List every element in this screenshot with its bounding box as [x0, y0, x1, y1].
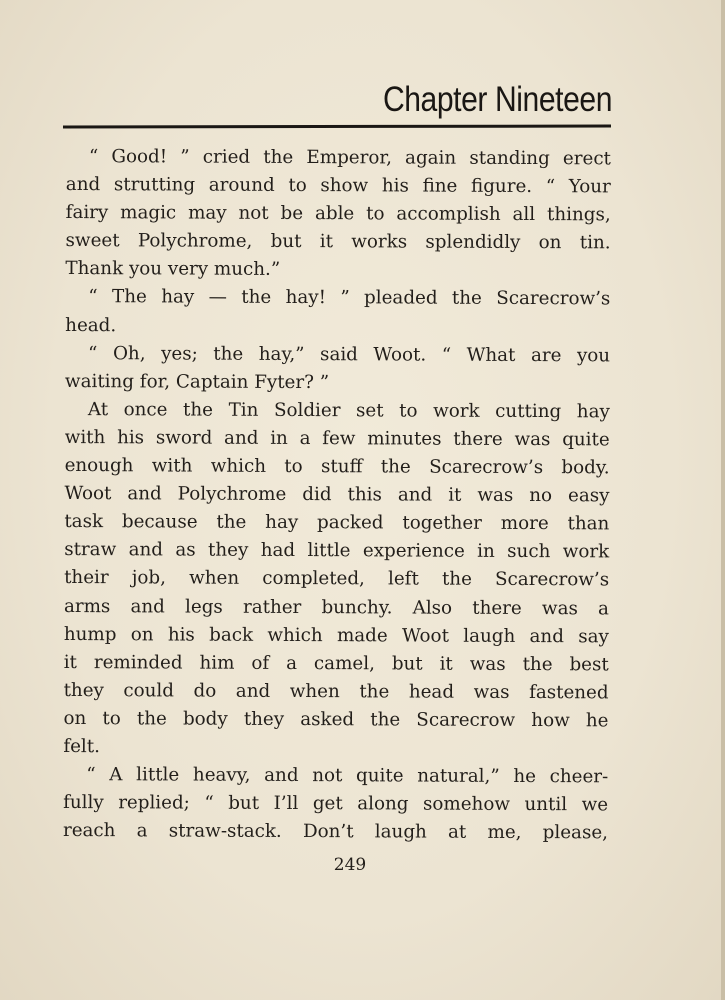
- text-line: they could do and when the head was fastened: [63, 679, 609, 704]
- header-rule: [63, 125, 611, 129]
- text-line: “ Good! ” cried the Emperor, again standing erect: [88, 146, 611, 170]
- text-line: fairy magic may not be able to accomplish all things,: [65, 202, 611, 226]
- text-line: reach a straw-stack. Don’t laugh at me, please,: [62, 820, 609, 844]
- text-line: Thank you very much.”: [65, 258, 281, 281]
- text-line: hump on his back which made Woot laugh and say: [63, 623, 609, 647]
- text-line: At once the Tin Soldier set to work cutting hay: [87, 398, 610, 423]
- text-line: “ Oh, yes; the hay,” said Woot. “ What are you: [88, 342, 611, 367]
- text-line: enough with which to stuff the Scarecrow’s body.: [64, 455, 610, 479]
- text-line: fully replied; “ but I’ll get along somehow until we: [63, 792, 609, 816]
- text-line: arms and legs rather bunchy. Also there was a: [63, 595, 610, 619]
- text-line: on to the body they asked the Scarecrow how he: [63, 707, 609, 732]
- text-line: and strutting around to show his fine figure. “ Your: [65, 174, 611, 198]
- text-line: head.: [65, 314, 117, 336]
- text-line: their job, when completed, left the Scarecrow’s: [64, 567, 610, 591]
- text-line: sweet Polychrome, but it works splendidly on tin.: [65, 230, 611, 254]
- text-line: “ The hay — the hay! ” pleaded the Scarecrow’s: [88, 286, 611, 310]
- text-line: waiting for, Captain Fyter? ”: [64, 370, 330, 393]
- text-line: straw and as they had little experience in such work: [64, 539, 610, 563]
- text-line: task because the hay packed together more than: [64, 511, 610, 535]
- page-edge: [721, 0, 725, 1000]
- text-line: “ A little heavy, and not quite natural,” he cheer-: [86, 764, 609, 788]
- page-number: 249: [333, 855, 367, 875]
- body-text: [63, 143, 611, 848]
- text-line: with his sword and in a few minutes there was quite: [64, 426, 610, 451]
- text-line: felt.: [63, 735, 101, 758]
- text-line: it reminded him of a camel, but it was the best: [63, 651, 609, 676]
- chapter-title: Chapter Nineteen: [382, 80, 612, 119]
- text-line: Woot and Polychrome did this and it was no easy: [64, 483, 610, 507]
